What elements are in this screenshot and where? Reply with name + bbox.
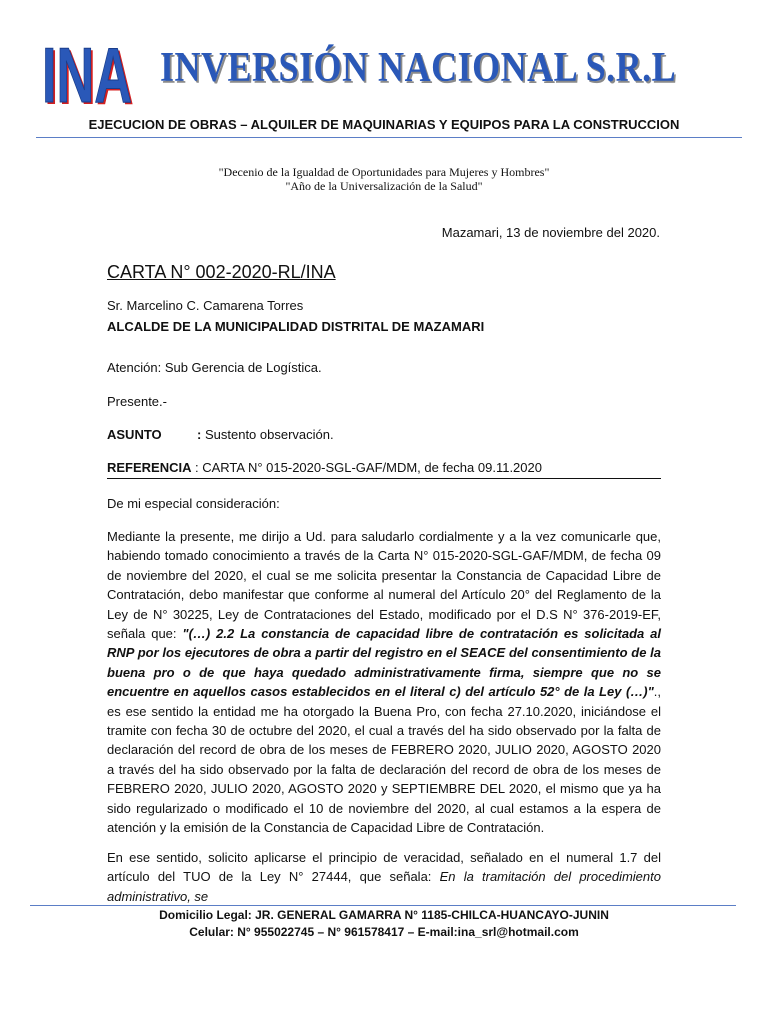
para2-italic: En la tramitación del procedimiento administrativo, se bbox=[107, 869, 661, 904]
para1-intro: Mediante la presente, me dirijo a Ud. para saludarlo cordialmente y a la vez comunicarle que, habiendo tomado conocimiento a través de la Carta N° 015-2020-SGL-GAF/MDM, de fecha 09 de noviembre del 2020, el cual se me solicita presentar la Constancia de Capacidad Libre de Contratación, debo manifestar que conforme al numeral del Artículo 20° del Reglamento de la Ley de N° 30225, Ley de Contrataciones del Estado, modificado por el D.S N° 376-2019-EF, señala que: bbox=[107, 529, 661, 642]
ina-logo bbox=[42, 38, 136, 110]
para1-rest: ., es ese sentido la entidad me ha otorgado la Buena Pro, con fecha 27.10.2020, iniciándose el tramite con fecha 30 de octubre del 2020, el cual a través del ha sido observado por la falta de declaración del record de obra de los meses de FEBRERO 2020, JULIO 2020, AGOSTO 2020 a través del ha sido observado por la falta de declaración del record de obra de los meses de FEBRERO 2020, JULIO 2020, AGOSTO 2020 y SEPTIEMBRE DEL 2020, el mismo que ya ha sido regularizado o modificado el 10 de noviembre del 2020, al cual estamos a la espera de atención y la emisión de la Constancia de Capacidad Libre de Contratación. bbox=[107, 684, 661, 836]
recipient-title: ALCALDE DE LA MUNICIPALIDAD DISTRITAL DE MAZAMARI bbox=[107, 319, 485, 334]
body-paragraph-2 bbox=[107, 848, 661, 906]
company-name: INVERSIÓN NACIONAL S.R.L bbox=[160, 45, 677, 91]
referencia-value: : CARTA N° 015-2020-SGL-GAF/MDM, de fecha 09.11.2020 bbox=[195, 460, 542, 475]
referencia-underline bbox=[107, 478, 661, 479]
asunto-colon: : bbox=[197, 427, 202, 442]
greeting: De mi especial consideración: bbox=[107, 496, 280, 511]
footer-divider bbox=[30, 905, 736, 906]
footer-contact: Celular: N° 955022745 – N° 961578417 – E-mail:ina_srl@hotmail.com bbox=[189, 925, 579, 939]
letter-number: CARTA N° 002-2020-RL/INA bbox=[107, 262, 336, 282]
legal-quote: "(…) 2.2 La constancia de capacidad libre de contratación es solicitada al RNP por los ejecutores de obra a partir del registro en el SEACE del consentimiento de la buena pro o de que haya quedado administrativamente firma, siempre que no se encuentre en aquellos casos establecidos en el literal c) del artículo 52° de la Ley (…)" bbox=[107, 626, 661, 700]
attention-line: Atención: Sub Gerencia de Logística. bbox=[107, 360, 322, 375]
letter-date: Mazamari, 13 de noviembre del 2020. bbox=[441, 225, 660, 240]
header-divider bbox=[36, 137, 742, 138]
para2-intro: En ese sentido, solicito aplicarse el principio de veracidad, señalado en el numeral 1.7 del artículo del TUO de la Ley N° 27444, que señala: bbox=[107, 850, 661, 885]
body-paragraph-1 bbox=[107, 527, 661, 838]
footer-address: Domicilio Legal: JR. GENERAL GAMARRA N° 1185-CHILCA-HUANCAYO-JUNIN bbox=[159, 908, 609, 922]
company-tagline: EJECUCION DE OBRAS – ALQUILER DE MAQUINARIAS Y EQUIPOS PARA LA CONSTRUCCION bbox=[88, 117, 680, 132]
year-name-line: "Año de la Universalización de la Salud" bbox=[285, 179, 483, 193]
referencia-label: REFERENCIA bbox=[107, 460, 192, 475]
asunto-label: ASUNTO bbox=[107, 427, 162, 442]
svg-text:INA: INA bbox=[42, 38, 132, 110]
recipient-name: Sr. Marcelino C. Camarena Torres bbox=[107, 298, 304, 313]
presente-line: Presente.- bbox=[107, 394, 167, 409]
asunto-text: Sustento observación. bbox=[204, 427, 334, 442]
svg-text:INA: INA bbox=[44, 38, 134, 110]
asunto-value bbox=[197, 427, 334, 442]
official-year-names bbox=[0, 165, 768, 193]
decenio-line: "Decenio de la Igualdad de Oportunidades para Mujeres y Hombres" bbox=[218, 165, 550, 179]
